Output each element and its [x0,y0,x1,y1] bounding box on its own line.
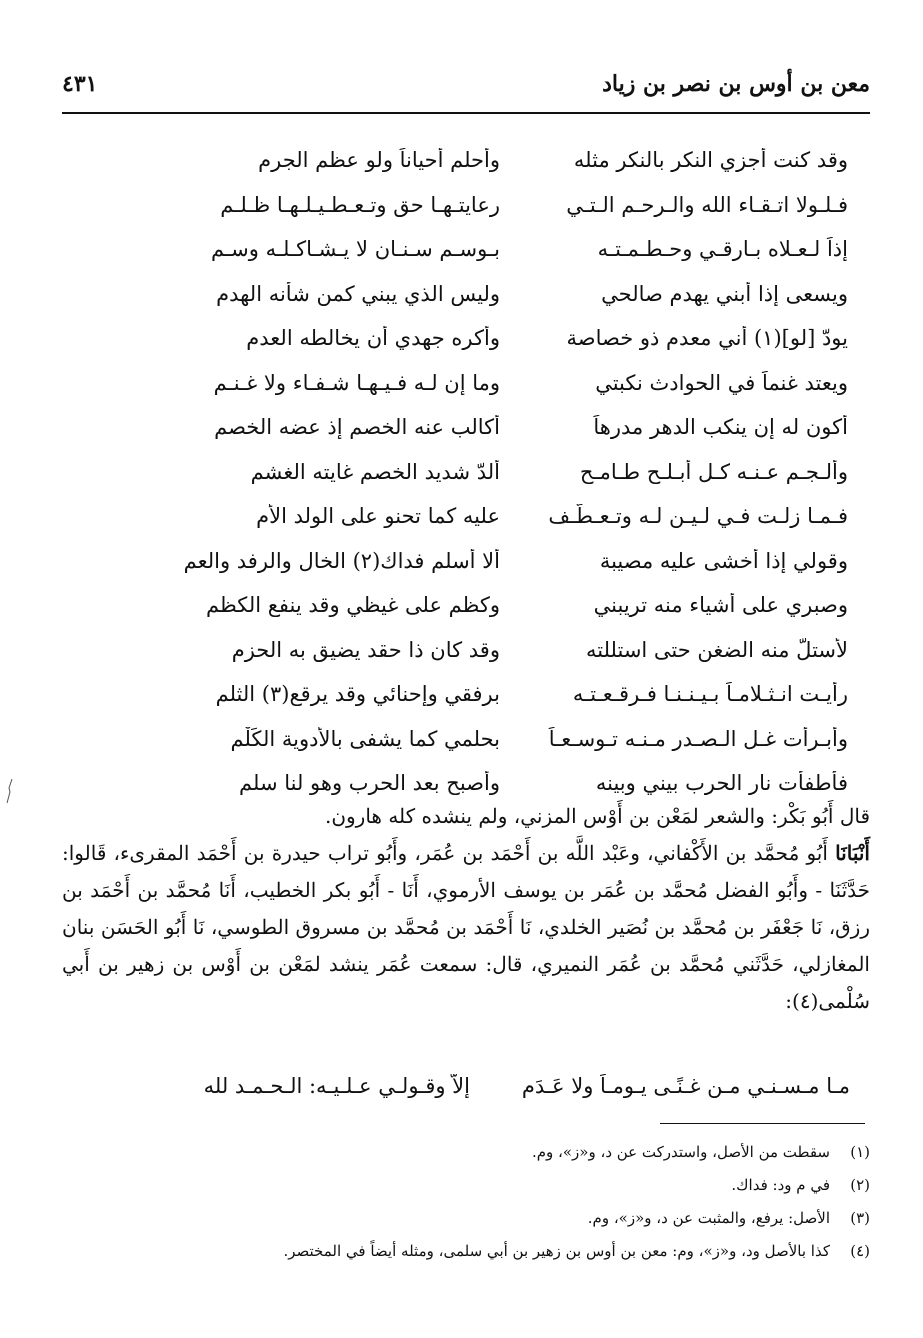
verse-line [62,138,870,183]
isnad-text: أَبُو مُحمَّد بن الأَكْفاني، وعَبْد اللَّه بن أَحْمَد بن عُمَر، وأَبُو تراب حيدرة بن أَحْمَد المقرىء، قَالوا: حَدَّثَنَا - وأَبُو الفضل مُحمَّد بن عُمَر بن يوسف الأرموي، أَنَا - أَبُو بكر الخطيب، أَنَا مُحمَّد بن أَحْمَد بن رزق، نَا جَعْفَر بن مُحمَّد بن نُصَير الخلدي، نَا أَحْمَد بن مُحمَّد بن مسروق الطوسي، نَا أَبُو الحَسَن بنان المغازلي، حَدَّثَني مُحمَّد بن عُمَر النميري، قال: سمعت عُمَر ينشد لمَعْن بن أَوْس بن زهير بن أَبي سُلْمى(٤): [62,841,870,1013]
verse-first-hemistich: وصبري على أشياء منه تريبني [593,593,848,618]
verse-second-hemistich: وليس الذي يبني كمن شأنه الهدم [216,281,500,306]
verse-line [62,450,870,495]
verse-line [62,361,870,406]
footnote-text: في م ود: فداك. [731,1175,830,1194]
verse-line [62,316,870,361]
verse-second-hemistich: وقد كان ذا حقد يضيق به الحزم [231,637,500,662]
prose-body [62,798,870,1020]
verse-second-hemistich: أكالب عنه الخصم إذ عضه الخصم [214,415,500,440]
footnotes [62,1135,870,1267]
footnote-text: كذا بالأصل ود، و«ز»، وم: معن بن أوس بن زهير بن أبي سلمى، ومثله أيضاً في المختصر. [283,1241,830,1260]
verse-first-hemistich: لأستلّ منه الضغن حتى استللته [585,637,848,662]
verse-second-hemistich: عليه كما تحنو على الولد الأم [256,504,500,529]
verse-second-hemistich: ألدّ شديد الخصم غايته الغشم [250,459,500,484]
verse-second-hemistich: بحلمي كما يشفى بالأدوية الكَلْم [230,726,500,751]
verse-second-hemistich: وأصبح بعد الحرب وهو لنا سلم [239,771,500,796]
verse-second-hemistich: برفقي وإحنائي وقد يرقع(٣) الثلم [215,682,500,707]
verse-line [62,628,870,673]
prose-paragraph: قال أَبُو بَكْر: والشعر لمَعْن بن أَوْس المزني، ولم ينشده كله هارون. [324,804,870,828]
verse-line [62,539,870,584]
verse-line [62,227,870,272]
verse-line [62,183,870,228]
running-title: معن بن أوس بن نصر بن زياد [602,71,870,97]
verse-line [62,717,870,762]
footnote-number: (٣) [850,1208,870,1227]
verse-second-hemistich: وما إن لـه فـيـهـا شـفـاء ولا غـنـم [213,370,500,395]
verse-line [62,405,870,450]
verse-line [62,494,870,539]
verse-first-hemistich: فأطفأت نار الحرب بيني وبينه [595,771,848,796]
verse-line [62,272,870,317]
footnote-text: الأصل: يرفع، والمثبت عن د، و«ز»، وم. [587,1208,830,1227]
verse-first-hemistich: إذاً لـعـلاه بـارقـي وحـطـمـتـه [597,237,848,262]
verse-line [62,583,870,628]
verse-first-hemistich: أكون له إن ينكب الدهر مدرهاً [593,415,848,440]
verse-second-hemistich: إلاّ وقـولـي عـلـيـه: الـحـمـد لله [203,1074,470,1098]
verse-second-hemistich: ألا أسلم فداك(٢) الخال والرفد والعم [183,548,500,573]
footnote-text: سقطت من الأصل، واستدركت عن د، و«ز»، وم. [531,1142,830,1161]
footnote [62,1201,870,1234]
verse-first-hemistich: فـلـولا اتـقـاء الله والـرحـم الـتـي [566,192,848,217]
footnote [62,1168,870,1201]
verse-second-hemistich: بـوسـم سـنـان لا يـشـاكـلـه وسـم [211,237,500,262]
verse-first-hemistich: وقد كنت أجزي النكر بالنكر مثله [573,148,848,173]
verse-second-hemistich: رعايتـهـا حق وتـعـطـيـلـهـا ظـلـم [220,192,500,217]
verse-first-hemistich: وألـجـم عـنـه كـل أبـلـح طـامـح [579,459,848,484]
prose-paragraph-isnad [62,835,870,1020]
verse-first-hemistich: ويسعى إذا أبني يهدم صالحي [601,281,848,306]
footnote-number: (٢) [850,1175,870,1194]
header-rule [62,112,870,114]
verse-first-hemistich: رأيـت انـثـلامـاً بـيـنـنـا فـرقـعـتـه [572,682,848,707]
verse-second-hemistich: وأكره جهدي أن يخالطه العدم [246,326,500,351]
footnote [62,1135,870,1168]
isnad-lead-word: أَنْبَانَا [835,841,870,865]
page-header [62,60,870,108]
footnote-number: (٤) [850,1241,870,1260]
footnote-separator [660,1123,865,1124]
verse-line [62,672,870,717]
poem-verses [62,138,870,806]
verse-second-hemistich: وأحلم أحياناً ولو عظم الجرم [258,148,500,173]
verse-first-hemistich: وقولي إذا أخشى عليه مصيبة [599,548,848,573]
footnote-number: (١) [850,1142,870,1161]
page-number: ٤٣١ [62,71,98,97]
verse-first-hemistich: فـمـا زلـت فـي لـيـن لـه وتـعـطّـف [548,504,848,529]
final-verse-line [62,1064,870,1108]
verse-first-hemistich: مـا مـسـنـي مـن غـنًـى يـومـاً ولا عَـدَمِ [521,1074,850,1098]
verse-first-hemistich: ويعتد غنماً في الحوادث نكبتي [595,370,848,395]
verse-first-hemistich: يودّ [لو](١) أني معدم ذو خصاصة [566,326,848,351]
verse-first-hemistich: وأبـرأت غـل الـصـدر مـنـه تـوسـعـاً [548,726,848,751]
margin-pencil-mark [4,778,16,804]
footnote [62,1234,870,1267]
verse-second-hemistich: وكظم على غيظي وقد ينفع الكظم [206,593,500,618]
